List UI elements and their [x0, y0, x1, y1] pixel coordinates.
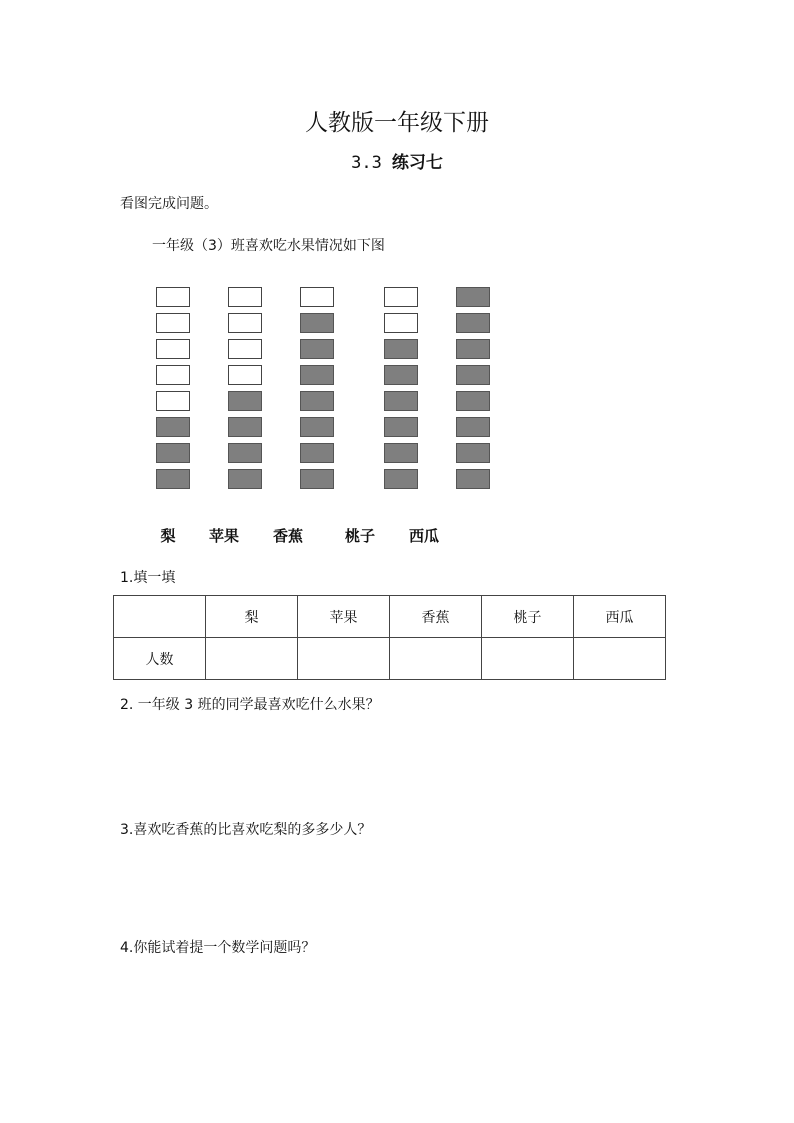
pictogram-cell-filled — [156, 443, 190, 463]
fruit-label: 桃子 — [344, 527, 375, 545]
pictogram-cell-filled — [384, 339, 418, 359]
pictogram-cell-empty — [300, 287, 334, 307]
fruit-label: 西瓜 — [408, 527, 439, 545]
pictogram-cell-filled — [300, 313, 334, 333]
pictogram-cell-filled — [456, 391, 490, 411]
instruction-text: 看图完成问题。 — [120, 196, 218, 212]
pictogram-cell-empty — [156, 391, 190, 411]
fruit-label: 梨 — [160, 527, 176, 545]
pictogram-column — [228, 287, 266, 495]
pictogram-cell-filled — [156, 469, 190, 489]
pictogram-cell-filled — [228, 469, 262, 489]
pictogram-cell-filled — [300, 443, 334, 463]
pictogram-column — [156, 287, 194, 495]
pictogram-cell-filled — [456, 443, 490, 463]
answer-cell[interactable] — [206, 638, 298, 680]
pictogram-cell-filled — [456, 365, 490, 385]
pictogram-cell-empty — [228, 313, 262, 333]
answer-cell[interactable] — [574, 638, 666, 680]
chart-caption: 一年级（3）班喜欢吃水果情况如下图 — [152, 238, 385, 254]
fill-in-table — [113, 595, 666, 680]
table-header-cell: 苹果 — [298, 596, 390, 638]
fruit-pictogram — [0, 0, 794, 545]
pictogram-cell-filled — [456, 287, 490, 307]
question-2: 2. 一年级 3 班的同学最喜欢吃什么水果？ — [120, 697, 380, 713]
pictogram-cell-empty — [384, 313, 418, 333]
answer-cell[interactable] — [390, 638, 482, 680]
question-4: 4.你能试着提一个数学问题吗？ — [120, 940, 316, 956]
pictogram-cell-empty — [228, 287, 262, 307]
pictogram-cell-filled — [384, 443, 418, 463]
answer-cell[interactable] — [298, 638, 390, 680]
table-header-row — [114, 596, 666, 638]
answer-cell[interactable] — [482, 638, 574, 680]
table-row — [114, 638, 666, 680]
fruit-label: 香蕉 — [272, 527, 303, 545]
table-header-cell: 桃子 — [482, 596, 574, 638]
pictogram-cell-empty — [228, 365, 262, 385]
table-header-cell: 香蕉 — [390, 596, 482, 638]
pictogram-cell-empty — [228, 339, 262, 359]
pictogram-column — [456, 287, 494, 495]
question-3: 3.喜欢吃香蕉的比喜欢吃梨的多多少人？ — [120, 822, 372, 838]
pictogram-cell-filled — [300, 391, 334, 411]
fruit-label: 苹果 — [208, 527, 239, 545]
pictogram-cell-empty — [156, 339, 190, 359]
pictogram-cell-filled — [384, 417, 418, 437]
pictogram-cell-filled — [228, 417, 262, 437]
pictogram-cell-empty — [156, 313, 190, 333]
pictogram-cell-filled — [456, 417, 490, 437]
question-1: 1.填一填 — [120, 570, 176, 586]
pictogram-column — [384, 287, 422, 495]
section-title: 练习七 — [391, 153, 443, 173]
table-header-cell — [114, 596, 206, 638]
pictogram-cell-filled — [456, 469, 490, 489]
pictogram-cell-filled — [228, 443, 262, 463]
pictogram-cell-filled — [384, 469, 418, 489]
pictogram-cell-filled — [456, 313, 490, 333]
table-row-label: 人数 — [114, 638, 206, 680]
pictogram-cell-empty — [156, 287, 190, 307]
pictogram-cell-empty — [384, 287, 418, 307]
pictogram-cell-filled — [456, 339, 490, 359]
pictogram-cell-empty — [156, 365, 190, 385]
pictogram-cell-filled — [384, 391, 418, 411]
table-header-cell: 西瓜 — [574, 596, 666, 638]
section-number: 3.3 — [351, 153, 382, 173]
table-header-cell: 梨 — [206, 596, 298, 638]
pictogram-cell-filled — [300, 417, 334, 437]
pictogram-cell-filled — [300, 469, 334, 489]
page-title: 人教版一年级下册 — [305, 110, 489, 136]
pictogram-cell-filled — [300, 365, 334, 385]
pictogram-cell-filled — [300, 339, 334, 359]
pictogram-cell-filled — [228, 391, 262, 411]
pictogram-cell-filled — [384, 365, 418, 385]
pictogram-column — [300, 287, 338, 495]
pictogram-cell-filled — [156, 417, 190, 437]
